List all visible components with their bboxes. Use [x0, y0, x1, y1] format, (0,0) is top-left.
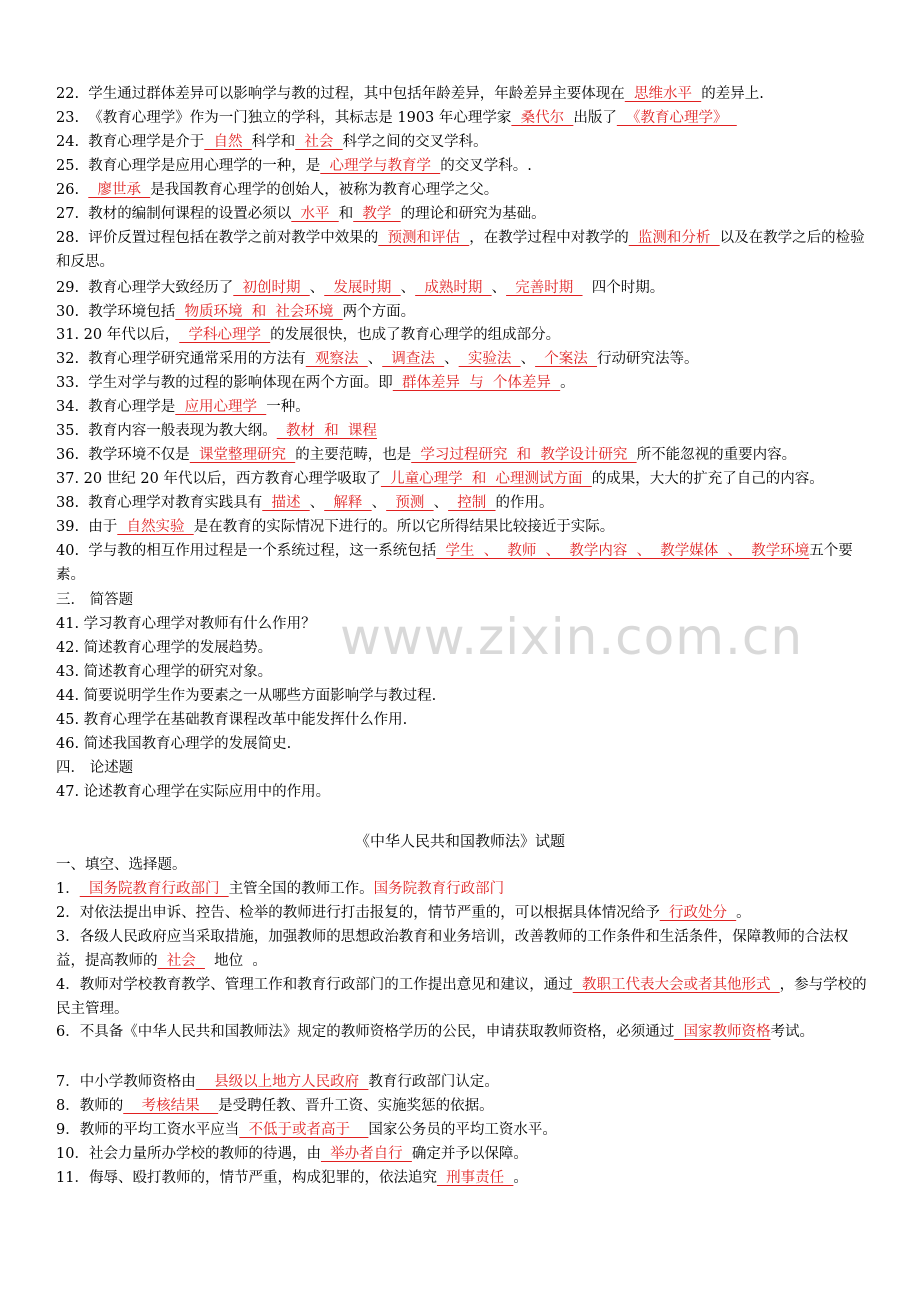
question-text: 2．对依法提出申诉、控告、检举的教师进行打击报复的，情节严重的，可以根据具体情况给予	[56, 905, 660, 921]
question-text: 是在教育的实际情况下进行的。所以它所得结果比较接近于实际。	[193, 519, 615, 535]
question-text: 29. 教育心理学大致经历了	[56, 280, 234, 296]
answer-blank: 群体差异 与 个体差异	[392, 375, 561, 391]
question-text: 1．	[56, 881, 80, 897]
answer-blank: 水平	[291, 206, 339, 222]
section-essay-heading: 四． 论述题	[56, 760, 134, 776]
question-40	[56, 540, 872, 587]
question-text: 五个要素。	[56, 543, 853, 583]
answer-blank: 成熟时期	[415, 280, 492, 296]
part-one-heading: 一、填空、选择题。	[56, 857, 187, 873]
question-text: ，参与学校的民主管理。	[56, 977, 867, 1017]
law-question-9	[56, 1120, 557, 1140]
answer-blank: 举办者自行	[320, 1146, 412, 1162]
question-text: 10．社会力量所办学校的教师的待遇，由	[56, 1146, 321, 1162]
question-text: 所不能忽视的重要内容。	[636, 447, 797, 463]
answer-blank: 描述	[262, 495, 310, 511]
question-text: 、	[520, 351, 536, 367]
answer-blank: 行政处分	[659, 905, 737, 921]
question-text: 、	[433, 495, 449, 511]
answer-blank: 社会	[157, 952, 205, 969]
question-text: 的理论和研究为基础。	[400, 206, 546, 222]
law-question-7	[56, 1072, 499, 1092]
question-41: 41. 学习教育心理学对教师有什么作用？	[56, 616, 316, 632]
question-26	[56, 180, 498, 200]
answer-blank: 教学	[353, 206, 401, 222]
question-text: 、	[367, 351, 383, 367]
answer-blank: 观察法	[305, 351, 368, 367]
question-text: 一种。	[266, 399, 310, 415]
question-text: 26.	[56, 182, 89, 198]
question-text: 两个方面。	[342, 304, 416, 320]
answer-blank: 桑代尔	[511, 110, 574, 126]
question-text: 40. 学与教的相互作用过程是一个系统过程，这一系统包括	[56, 543, 437, 559]
question-text: 科学和	[251, 134, 296, 150]
question-33	[56, 373, 575, 393]
law-question-1	[56, 879, 504, 899]
question-22	[56, 84, 764, 104]
question-text: 主管全国的教师工作。	[228, 881, 374, 897]
question-text: 23. 《教育心理学》作为一门独立的学科，其标志是 1903 年心理学家	[56, 110, 512, 126]
question-text: 、	[371, 495, 387, 511]
question-text: 37. 20 世纪 20 年代以后，西方教育心理学吸取了	[56, 471, 381, 487]
question-text: 31. 20 年代以后，	[56, 327, 180, 343]
question-42: 42. 简述教育心理学的发展趋势。	[56, 640, 273, 656]
question-text: 的作用。	[495, 495, 554, 511]
question-text: 28. 评价反置过程包括在教学之前对教学中效果的	[56, 230, 379, 246]
answer-blank: 个案法	[535, 351, 598, 367]
answer-blank: 不低于或者高于	[239, 1122, 369, 1138]
question-30	[56, 302, 415, 322]
question-text: 的主要范畴，也是	[295, 447, 412, 463]
law-question-4	[56, 974, 872, 1021]
question-text: 确定并予以保障。	[411, 1146, 528, 1162]
question-24	[56, 132, 488, 152]
answer-blank: 初创时期	[233, 280, 310, 296]
question-text: 。	[560, 375, 575, 391]
question-text: 32. 教育心理学研究通常采用的方法有	[56, 351, 306, 367]
answer-blank: 廖世承	[88, 182, 151, 198]
question-44: 44. 简要说明学生作为要素之一从哪些方面影响学与教过程.	[56, 688, 437, 704]
question-text: 行动研究法等。	[597, 351, 699, 367]
answer-blank: 刑事责任	[436, 1170, 514, 1186]
question-37	[56, 469, 824, 489]
answer-blank: 国务院教育行政部门	[79, 881, 229, 897]
law-question-10	[56, 1144, 528, 1164]
question-text: 33. 学生对学与教的过程的影响体现在两个方面。即	[56, 375, 393, 391]
question-39	[56, 517, 614, 537]
answer-blank: 实验法	[458, 351, 521, 367]
question-text: 7．中小学教师资格由	[56, 1074, 196, 1090]
answer-blank: 思维水平	[624, 86, 702, 102]
question-text: 38. 教育心理学对教育实践具有	[56, 495, 263, 511]
question-23	[56, 108, 737, 128]
question-text: 科学之间的交叉学科。	[342, 134, 488, 150]
question-text: 36. 教学环境不仅是	[56, 447, 190, 463]
answer-blank: 解释	[324, 495, 372, 511]
answer-blank: 应用心理学	[175, 399, 267, 415]
answer-blank: 课堂整理研究	[189, 447, 296, 463]
question-text: 27. 教材的编制何课程的设置必须以	[56, 206, 292, 222]
question-36	[56, 445, 796, 465]
question-27	[56, 204, 546, 224]
question-text: 24. 教育心理学是介于	[56, 134, 205, 150]
question-text: 39. 由于	[56, 519, 118, 535]
question-text: 四个时期。	[582, 280, 665, 296]
question-text: 以及在教学之后的检验和反思。	[56, 230, 865, 270]
question-text: 、	[309, 495, 325, 511]
question-text: 的差异上.	[701, 86, 764, 102]
question-text: 6．不具备《中华人民共和国教师法》规定的教师资格学历的公民，申请获取教师资格，必须通过	[56, 1024, 675, 1040]
law-question-3	[56, 926, 872, 973]
question-47: 47. 论述教育心理学在实际应用中的作用。	[56, 784, 331, 800]
question-text: 的成果，大大的扩充了自己的内容。	[591, 471, 824, 487]
answer-blank: 完善时期	[506, 280, 583, 296]
question-text: 22. 学生通过群体差异可以影响学与教的过程，其中包括年龄差异，年龄差异主要体现在	[56, 86, 625, 102]
answer-blank: 儿童心理学 和 心理测试方面	[380, 471, 592, 487]
answer-blank: 预测和评估	[378, 230, 470, 246]
answer-blank: 国家教师资格	[674, 1024, 771, 1040]
question-38	[56, 493, 554, 513]
question-text: 34. 教育心理学是	[56, 399, 176, 415]
question-text: 11．侮辱、殴打教师的，情节严重，构成犯罪的，依法追究	[56, 1170, 437, 1186]
question-text: 4．教师对学校教育教学、管理工作和教育行政部门的工作提出意见和建议，通过	[56, 977, 573, 993]
question-text: 的发展很快，也成了教育心理学的组成部分。	[270, 327, 561, 343]
answer-blank: 教材 和 课程	[276, 423, 377, 439]
question-text: 、	[491, 280, 507, 296]
answer-text: 国务院教育行政部门	[373, 881, 505, 897]
answer-blank: 考核结果	[123, 1098, 219, 1114]
answer-blank: 县级以上地方人民政府	[195, 1074, 369, 1090]
question-text: 9．教师的平均工资水平应当	[56, 1122, 240, 1138]
question-43: 43. 简述教育心理学的研究对象。	[56, 664, 273, 680]
question-text: 、	[444, 351, 459, 367]
answer-blank: 《教育心理学》	[616, 110, 737, 126]
question-31	[56, 325, 560, 345]
question-32	[56, 349, 699, 369]
question-34	[56, 397, 310, 417]
watermark: www.zixin.com.cn	[340, 608, 804, 666]
question-28	[56, 227, 872, 274]
question-text: 国家公务员的平均工资水平。	[368, 1122, 557, 1138]
answer-blank: 监测和分析	[628, 230, 720, 246]
answer-blank: 自然	[204, 134, 252, 150]
answer-blank: 教职工代表大会或者其他形式	[572, 977, 780, 993]
question-text: 30. 教学环境包括	[56, 304, 176, 320]
answer-blank: 预测	[386, 495, 434, 511]
question-text: 、	[400, 280, 416, 296]
question-text: 3．各级人民政府应当采取措施，加强教师的思想政治教育和业务培训，改善教师的工作条件和生活条件，保障教师的合法权益，提高教师的	[56, 929, 849, 969]
question-text: 是受聘任教、晋升工资、实施奖惩的依据。	[218, 1098, 494, 1114]
question-46: 46. 简述我国教育心理学的发展简史.	[56, 736, 292, 752]
answer-blank: 学生 、 教师 、 教学内容 、 教学媒体 、 教学环境	[436, 543, 810, 559]
question-text: 考试。	[770, 1024, 814, 1040]
answer-blank: 心理学与教育学	[320, 158, 441, 174]
question-text: 和	[338, 206, 354, 222]
answer-blank: 自然实验	[117, 519, 194, 535]
section-short-answer-heading: 三． 简答题	[56, 592, 134, 608]
question-text: 出版了	[573, 110, 617, 126]
answer-blank: 社会	[295, 134, 343, 150]
law-question-11	[56, 1168, 528, 1188]
question-45: 45. 教育心理学在基础教育课程改革中能发挥什么作用.	[56, 712, 408, 728]
question-text: ，在教学过程中对教学的	[469, 230, 629, 246]
question-text: 地位 。	[204, 952, 267, 969]
law-question-6	[56, 1021, 872, 1045]
answer-blank: 调查法	[382, 351, 445, 367]
answer-blank: 控制	[448, 495, 496, 511]
question-25	[56, 156, 532, 176]
exam-title: 《中华人民共和国教师法》试题	[354, 832, 565, 850]
question-text: 的交叉学科。.	[440, 158, 532, 174]
answer-blank: 学科心理学	[179, 327, 271, 343]
question-text: 教育行政部门认定。	[368, 1074, 499, 1090]
question-text: 。	[513, 1170, 528, 1186]
question-text: 是我国教育心理学的创始人，被称为教育心理学之父。	[150, 182, 499, 198]
answer-blank: 学习过程研究 和 教学设计研究	[411, 447, 637, 463]
law-question-8	[56, 1096, 494, 1116]
answer-blank: 发展时期	[324, 280, 401, 296]
question-35	[56, 421, 377, 441]
question-29	[56, 278, 664, 298]
law-question-2	[56, 903, 751, 923]
question-text: 25. 教育心理学是应用心理学的一种，是	[56, 158, 321, 174]
answer-blank: 物质环境 和 社会环境	[175, 304, 343, 320]
question-text: 、	[309, 280, 325, 296]
question-text: 35. 教育内容一般表现为教大纲。	[56, 423, 277, 439]
question-text: 。	[736, 905, 751, 921]
question-text: 8．教师的	[56, 1098, 124, 1114]
